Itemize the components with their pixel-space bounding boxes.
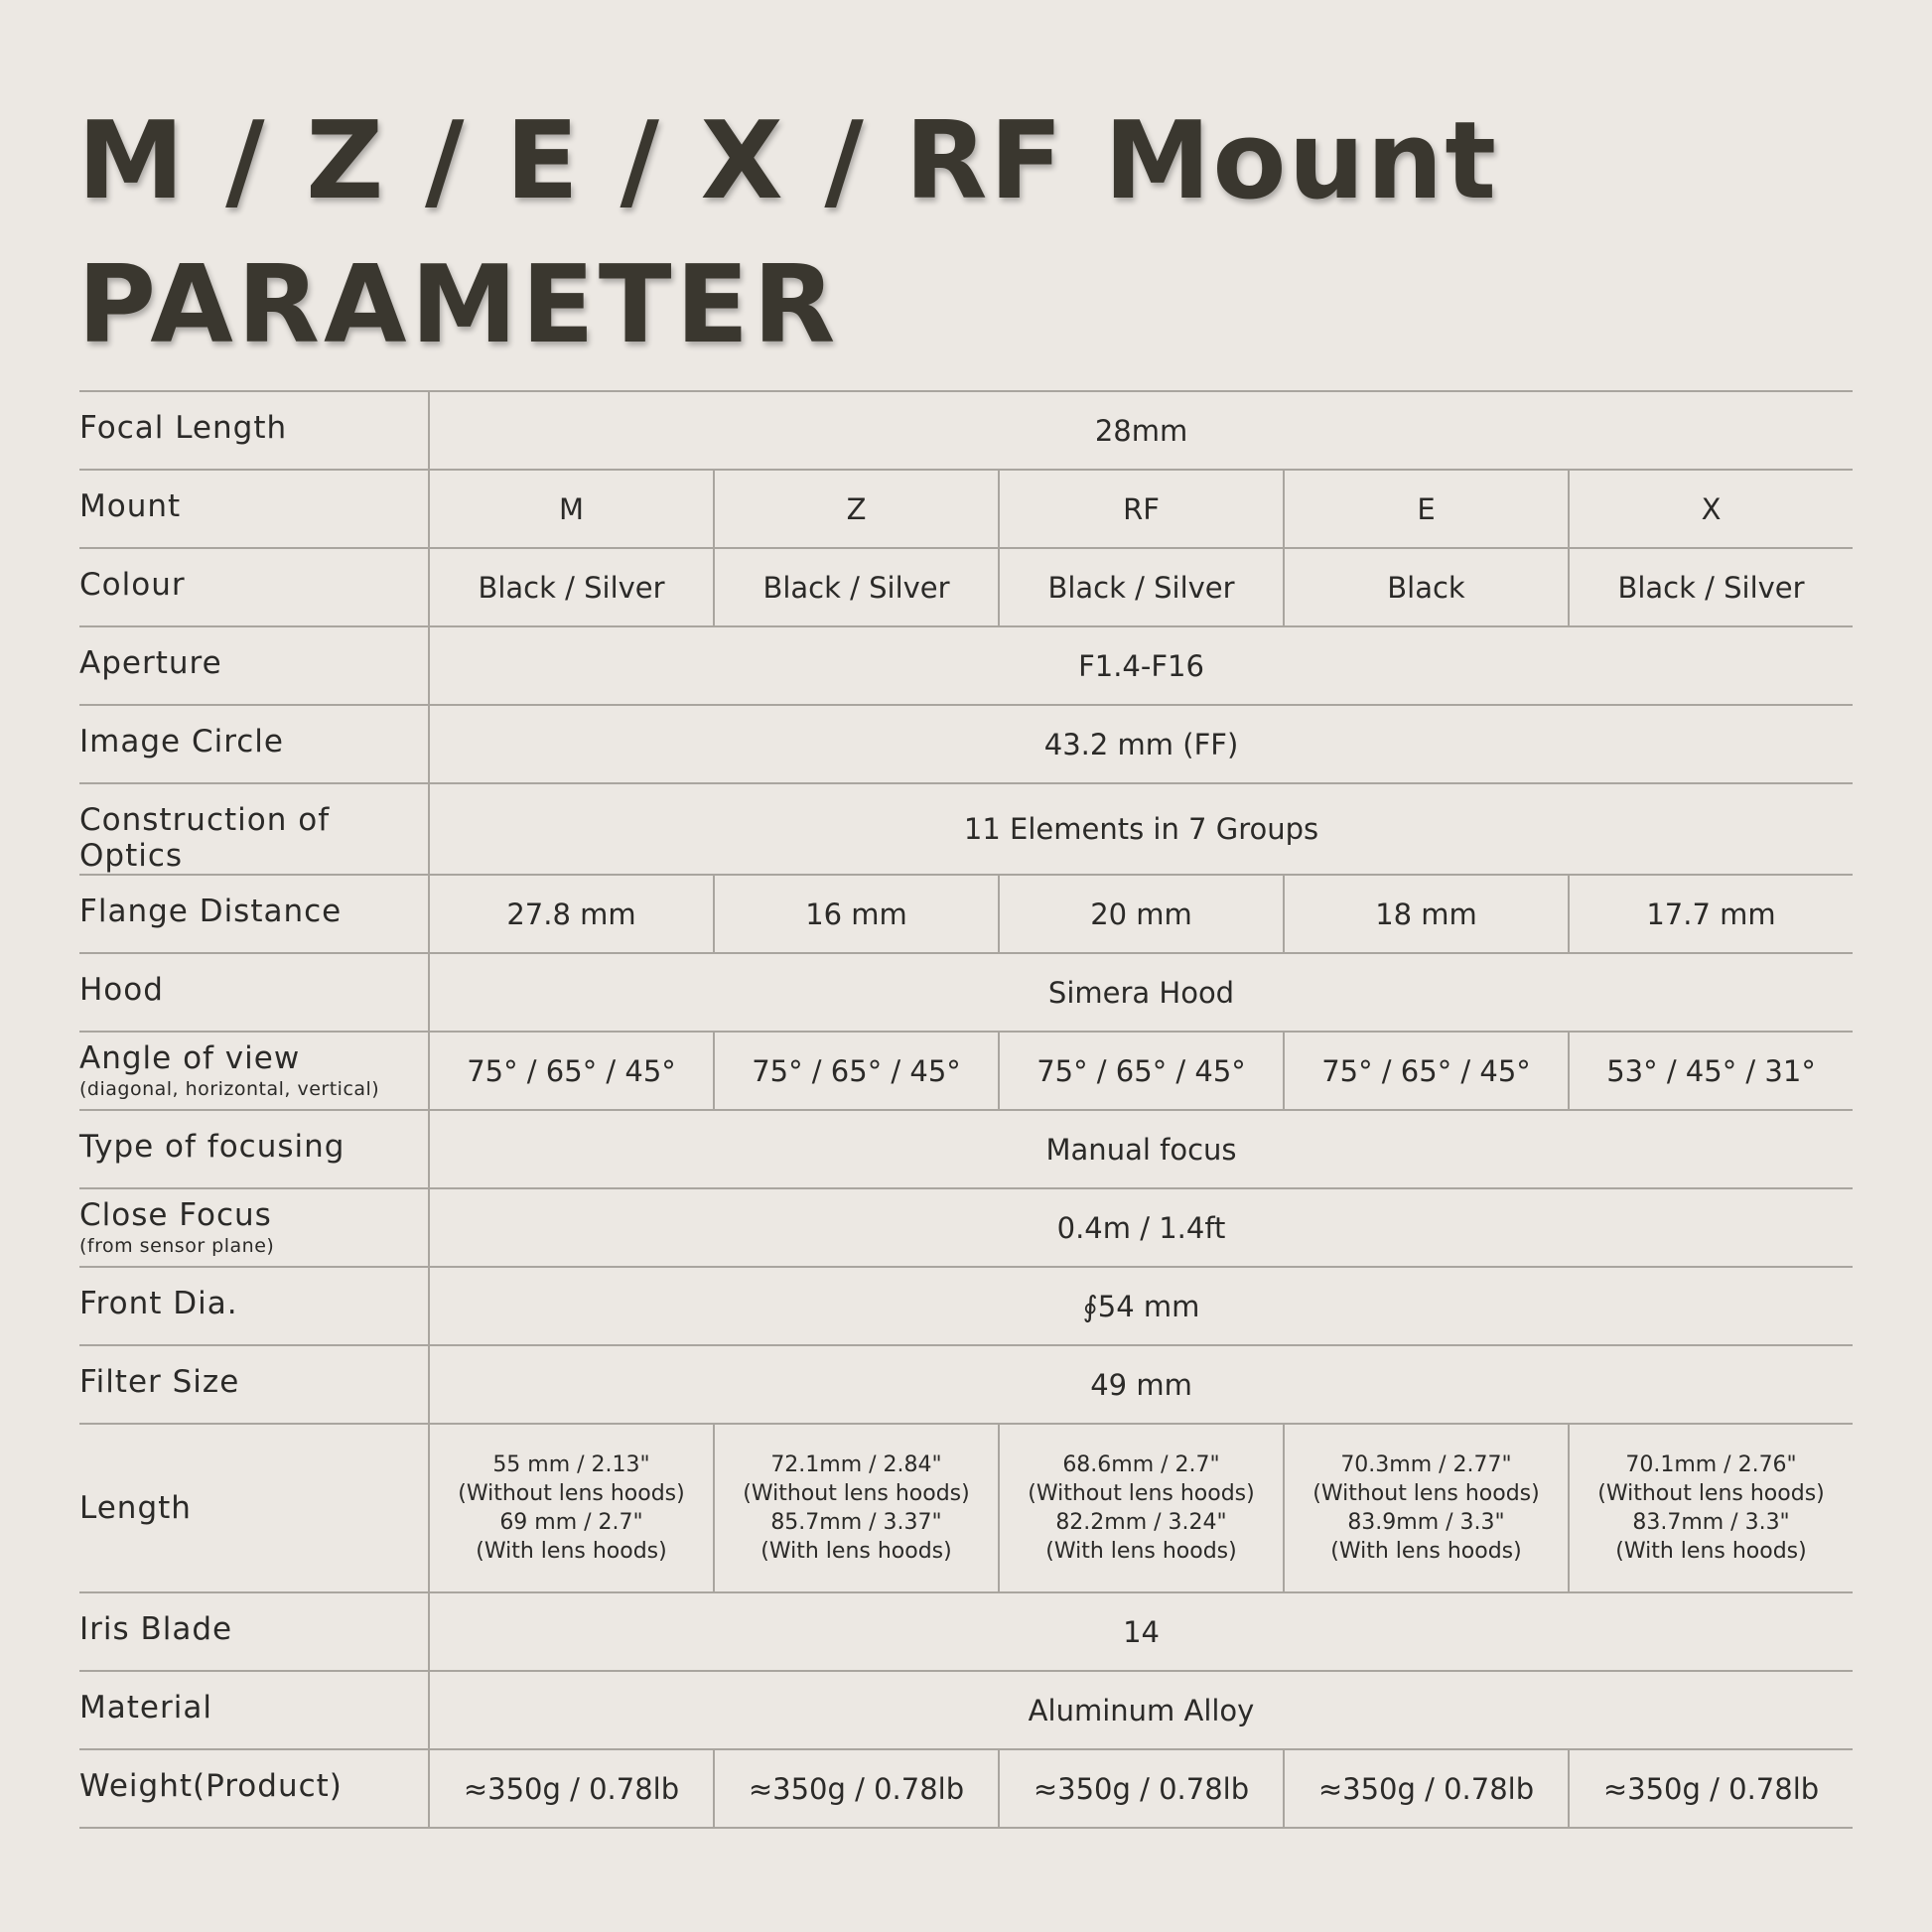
- row-construction: [79, 783, 1853, 875]
- length-line: 85.7mm / 3.37": [770, 1510, 942, 1535]
- length-line: (Without lens hoods): [743, 1481, 970, 1506]
- row-aperture: [79, 626, 1853, 705]
- row-label-text: Angle of view: [79, 1040, 301, 1076]
- spec-table: [79, 390, 1853, 1829]
- row-label: [79, 1032, 429, 1110]
- flange-cell: 27.8 mm: [429, 875, 714, 953]
- length-line: 68.6mm / 2.7": [1062, 1452, 1220, 1477]
- row-type-of-focusing: [79, 1110, 1853, 1188]
- row-iris-blade: [79, 1592, 1853, 1671]
- length-line: 83.7mm / 3.3": [1632, 1510, 1790, 1535]
- row-length: [79, 1424, 1853, 1592]
- weight-cell: ≈350g / 0.78lb: [999, 1749, 1284, 1828]
- row-value: 14: [429, 1592, 1853, 1671]
- row-weight: [79, 1749, 1853, 1828]
- row-value: ∮54 mm: [429, 1267, 1853, 1345]
- row-label-text: Close Focus: [79, 1197, 272, 1233]
- row-sublabel: (diagonal, horizontal, vertical): [79, 1078, 380, 1100]
- row-label: Hood: [79, 953, 429, 1032]
- row-value: 43.2 mm (FF): [429, 705, 1853, 783]
- mount-cell: RF: [999, 470, 1284, 548]
- row-label: Aperture: [79, 626, 429, 705]
- mount-cell: Z: [714, 470, 999, 548]
- mount-cell: E: [1284, 470, 1569, 548]
- row-front-dia: [79, 1267, 1853, 1345]
- row-value: 49 mm: [429, 1345, 1853, 1424]
- row-sublabel: (from sensor plane): [79, 1235, 275, 1257]
- row-label: Type of focusing: [79, 1110, 429, 1188]
- row-label: Construction of Optics: [79, 783, 429, 875]
- row-flange-distance: [79, 875, 1853, 953]
- row-label: Iris Blade: [79, 1592, 429, 1671]
- length-line: (Without lens hoods): [1028, 1481, 1255, 1506]
- length-line: 69 mm / 2.7": [499, 1510, 643, 1535]
- colour-cell: Black / Silver: [429, 548, 714, 626]
- flange-cell: 17.7 mm: [1569, 875, 1853, 953]
- row-value: 11 Elements in 7 Groups: [429, 783, 1853, 875]
- row-label: Image Circle: [79, 705, 429, 783]
- length-line: (With lens hoods): [1615, 1539, 1807, 1564]
- length-line: 70.1mm / 2.76": [1625, 1452, 1797, 1477]
- row-image-circle: [79, 705, 1853, 783]
- length-cell: [999, 1424, 1284, 1592]
- row-focal-length: [79, 391, 1853, 470]
- row-label: Material: [79, 1671, 429, 1749]
- angle-cell: 75° / 65° / 45°: [429, 1032, 714, 1110]
- row-angle-of-view: [79, 1032, 1853, 1110]
- angle-cell: 53° / 45° / 31°: [1569, 1032, 1853, 1110]
- row-label: Length: [79, 1424, 429, 1592]
- colour-cell: Black / Silver: [714, 548, 999, 626]
- length-line: 55 mm / 2.13": [492, 1452, 650, 1477]
- row-value: Simera Hood: [429, 953, 1853, 1032]
- flange-cell: 20 mm: [999, 875, 1284, 953]
- row-value: 0.4m / 1.4ft: [429, 1188, 1853, 1267]
- row-filter-size: [79, 1345, 1853, 1424]
- length-line: (With lens hoods): [1045, 1539, 1237, 1564]
- row-label: Front Dia.: [79, 1267, 429, 1345]
- row-value: Manual focus: [429, 1110, 1853, 1188]
- length-line: 72.1mm / 2.84": [770, 1452, 942, 1477]
- length-line: (Without lens hoods): [1312, 1481, 1540, 1506]
- flange-cell: 18 mm: [1284, 875, 1569, 953]
- length-cell: [429, 1424, 714, 1592]
- row-mount: [79, 470, 1853, 548]
- length-line: (With lens hoods): [476, 1539, 667, 1564]
- length-line: (With lens hoods): [1330, 1539, 1522, 1564]
- page-subtitle: PARAMETER: [77, 243, 840, 367]
- mount-cell: M: [429, 470, 714, 548]
- row-value: F1.4-F16: [429, 626, 1853, 705]
- length-line: 70.3mm / 2.77": [1340, 1452, 1512, 1477]
- row-close-focus: [79, 1188, 1853, 1267]
- length-cell: [1569, 1424, 1853, 1592]
- row-hood: [79, 953, 1853, 1032]
- length-cell: [714, 1424, 999, 1592]
- row-label: Focal Length: [79, 391, 429, 470]
- row-value: Aluminum Alloy: [429, 1671, 1853, 1749]
- angle-cell: 75° / 65° / 45°: [714, 1032, 999, 1110]
- row-colour: [79, 548, 1853, 626]
- mount-cell: X: [1569, 470, 1853, 548]
- flange-cell: 16 mm: [714, 875, 999, 953]
- weight-cell: ≈350g / 0.78lb: [429, 1749, 714, 1828]
- length-line: (Without lens hoods): [458, 1481, 685, 1506]
- angle-cell: 75° / 65° / 45°: [999, 1032, 1284, 1110]
- colour-cell: Black: [1284, 548, 1569, 626]
- length-line: (Without lens hoods): [1597, 1481, 1825, 1506]
- row-label: Colour: [79, 548, 429, 626]
- weight-cell: ≈350g / 0.78lb: [1284, 1749, 1569, 1828]
- weight-cell: ≈350g / 0.78lb: [1569, 1749, 1853, 1828]
- length-line: 82.2mm / 3.24": [1055, 1510, 1227, 1535]
- row-label: Mount: [79, 470, 429, 548]
- length-line: (With lens hoods): [760, 1539, 952, 1564]
- angle-cell: 75° / 65° / 45°: [1284, 1032, 1569, 1110]
- colour-cell: Black / Silver: [999, 548, 1284, 626]
- row-label: [79, 1188, 429, 1267]
- row-value: 28mm: [429, 391, 1853, 470]
- length-cell: [1284, 1424, 1569, 1592]
- length-line: 83.9mm / 3.3": [1347, 1510, 1505, 1535]
- row-label: Flange Distance: [79, 875, 429, 953]
- row-label: Filter Size: [79, 1345, 429, 1424]
- row-label: Weight(Product): [79, 1749, 429, 1828]
- colour-cell: Black / Silver: [1569, 548, 1853, 626]
- page-title: M / Z / E / X / RF Mount: [77, 99, 1499, 223]
- weight-cell: ≈350g / 0.78lb: [714, 1749, 999, 1828]
- row-material: [79, 1671, 1853, 1749]
